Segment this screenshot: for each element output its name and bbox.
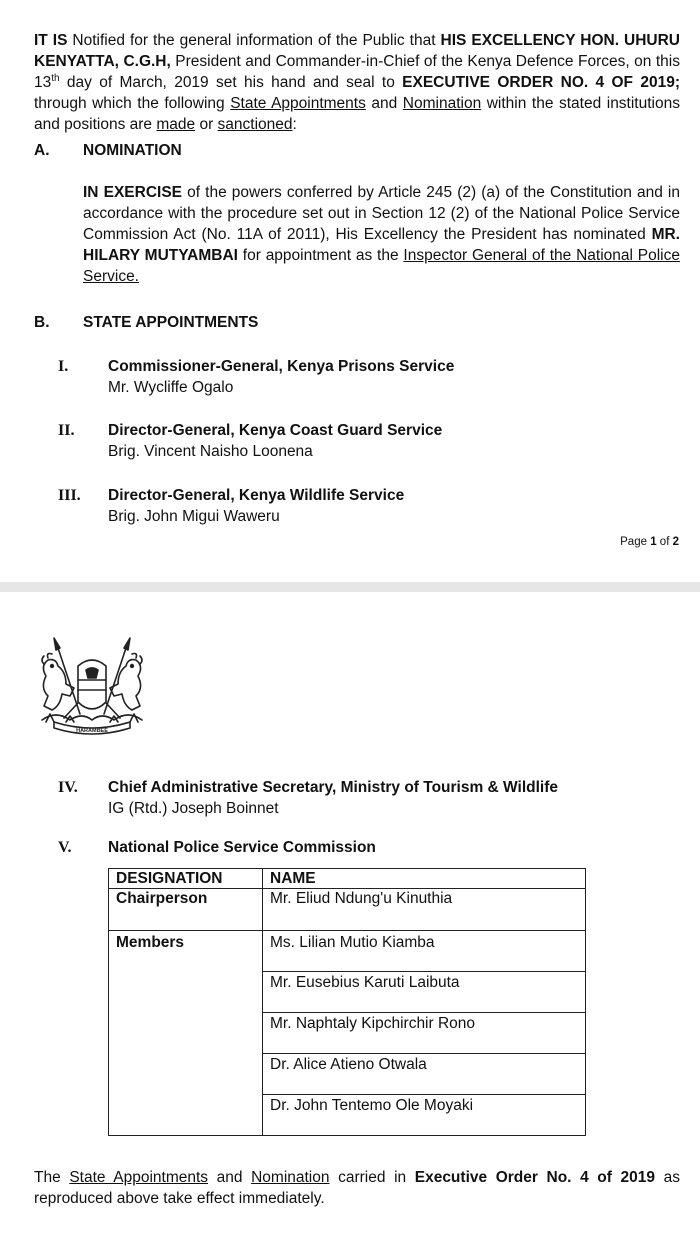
underlined-sanctioned: sanctioned xyxy=(217,116,293,133)
appointee-name: IG (Rtd.) Joseph Boinnet xyxy=(108,800,279,817)
nominee-name: MR. HILARY MUTYAMBAI xyxy=(83,226,680,264)
intro-text: through which the following xyxy=(34,95,231,112)
appointee-name: Mr. Wycliffe Ogalo xyxy=(108,379,234,396)
appointment-title: Chief Administrative Secretary, Ministry of Tourism & Wildlife xyxy=(108,779,559,796)
chairperson-name: Mr. Eliud Ndung'u Kinuthia xyxy=(263,889,586,931)
table-row xyxy=(109,889,586,931)
appointment-numeral: II. xyxy=(58,422,75,439)
page-total: 2 xyxy=(672,536,679,548)
section-a-title: NOMINATION xyxy=(83,142,182,159)
member-name: Mr. Eusebius Karuti Laibuta xyxy=(263,972,586,1013)
members-label: Members xyxy=(109,931,263,1136)
member-name: Dr. John Tentemo Ole Moyaki xyxy=(263,1095,586,1136)
chairperson-label: Chairperson xyxy=(109,889,263,931)
intro-bold-lead: IT IS xyxy=(34,32,68,49)
executive-order-ref: Executive Order No. 4 of 2019 xyxy=(414,1169,656,1186)
underlined-state-appointments: State Appointments xyxy=(69,1169,209,1186)
section-b-letter: B. xyxy=(34,314,50,331)
appointment-title: Director-General, Kenya Wildlife Service xyxy=(108,487,405,504)
nomination-paragraph xyxy=(83,182,680,287)
appointment-title: National Police Service Commission xyxy=(108,839,376,856)
member-name: Ms. Lilian Mutio Kiamba xyxy=(263,931,586,972)
intro-text: Notified for the general information of the Public that xyxy=(67,32,441,49)
appointment-numeral: V. xyxy=(58,839,72,856)
appointment-title: Director-General, Kenya Coast Guard Service xyxy=(108,422,443,439)
page-number xyxy=(620,532,679,553)
closing-text: and xyxy=(208,1169,252,1186)
nomination-text: for appointment as the xyxy=(237,247,404,264)
motto-text: HARAMBEE xyxy=(76,728,108,734)
closing-text: as reproduced above take effect immediately. xyxy=(34,1169,680,1207)
nominated-position: Inspector General of the National Police Service. xyxy=(83,247,680,285)
appointment-numeral: III. xyxy=(58,487,81,504)
page-number-prefix: Page xyxy=(620,536,651,548)
intro-text: day of March, 2019 set his hand and seal to xyxy=(59,74,403,91)
closing-text: carried in xyxy=(329,1169,415,1186)
underlined-made: made xyxy=(156,116,196,133)
president-name: HIS EXCELLENCY HON. UHURU KENYATTA, C.G.H, xyxy=(34,32,680,70)
section-a-letter: A. xyxy=(34,142,50,159)
intro-paragraph xyxy=(34,30,680,135)
page-separator xyxy=(0,582,700,592)
table-row xyxy=(109,931,586,972)
intro-text: and xyxy=(365,95,403,112)
closing-paragraph xyxy=(34,1167,680,1209)
appointee-name: Brig. Vincent Naisho Loonena xyxy=(108,443,313,460)
document-page-2 xyxy=(0,592,700,1244)
document-page-1 xyxy=(0,0,700,582)
section-b-title: STATE APPOINTMENTS xyxy=(83,314,259,331)
closing-text: The xyxy=(34,1169,70,1186)
intro-text: President and Commander-in-Chief of the Kenya Defence Forces, on this 13 xyxy=(34,53,680,91)
appointment-numeral: IV. xyxy=(58,779,78,796)
table-header-row xyxy=(109,869,586,889)
nomination-text: of the powers conferred by Article 245 (2) (a) of the Constitution and in accordance with the procedure set out in Section 12 (2) of the National Police Service Commission Act (No. 11A of 2011), His Excellency the President has nominated xyxy=(83,184,680,243)
appointment-numeral: I. xyxy=(58,358,69,375)
appointee-name: Brig. John Migui Waweru xyxy=(108,508,280,525)
executive-order-ref: EXECUTIVE ORDER NO. 4 OF 2019; xyxy=(402,74,680,91)
appointment-title: Commissioner-General, Kenya Prisons Service xyxy=(108,358,455,375)
member-name: Mr. Naphtaly Kipchirchir Rono xyxy=(263,1013,586,1054)
underlined-state-appointments: State Appointments xyxy=(230,95,366,112)
nomination-bold-lead: IN EXERCISE xyxy=(83,184,182,201)
page-current: 1 xyxy=(650,536,657,548)
member-name: Dr. Alice Atieno Otwala xyxy=(263,1054,586,1095)
ordinal-suffix: th xyxy=(51,72,60,84)
designation-header: DESIGNATION xyxy=(109,869,263,889)
name-header: NAME xyxy=(263,869,586,889)
kenya-coat-of-arms-icon xyxy=(36,636,148,740)
intro-text: within the stated institutions and positions are xyxy=(34,95,680,133)
intro-text: : xyxy=(292,116,297,133)
intro-text: or xyxy=(195,116,218,133)
commission-table xyxy=(108,868,586,1136)
underlined-nomination: Nomination xyxy=(251,1169,330,1186)
underlined-nomination: Nomination xyxy=(402,95,482,112)
page-number-of: of xyxy=(656,536,673,548)
